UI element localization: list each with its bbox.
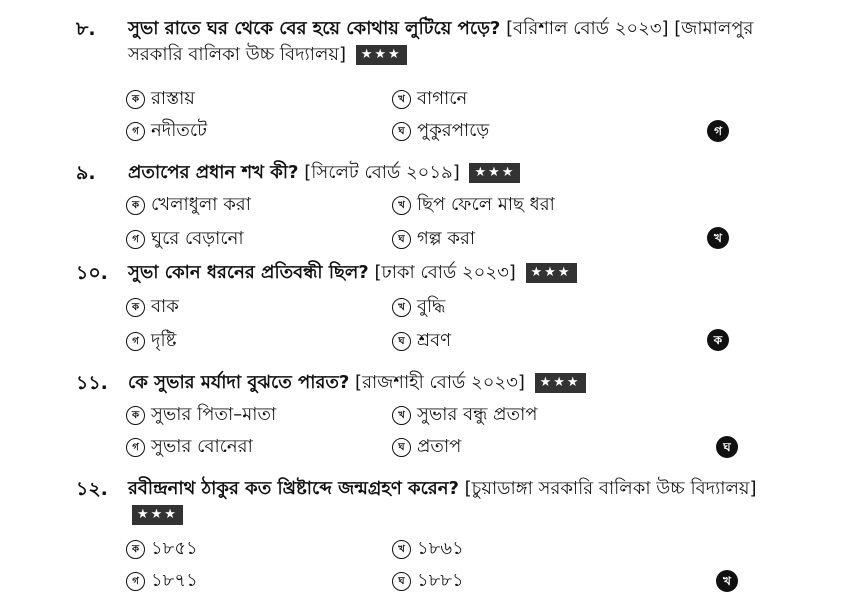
star-rating-badge: ★★★: [526, 263, 577, 283]
option-a: [126, 536, 198, 562]
option-text: ১৮৮১: [417, 570, 464, 591]
question-line: [128, 16, 807, 68]
question-text: কে সুভার মর্যাদা বুঝতে পারত?: [128, 372, 350, 393]
option-a: [126, 294, 179, 320]
question-number: ১২.: [76, 478, 108, 500]
question-number: ৯.: [76, 162, 96, 184]
option-b: [392, 86, 467, 112]
option-text: নদীতটে: [151, 120, 207, 141]
question-source: [চুয়াডাঙ্গা সরকারি বালিকা উচ্চ বিদ্যালয়]: [464, 478, 757, 499]
option-marker-icon: ক: [126, 90, 145, 109]
option-marker-icon: ক: [126, 298, 145, 317]
question-number: ১০.: [76, 262, 108, 284]
option-text: ১৮৭১: [151, 570, 198, 591]
option-marker-icon: ঘ: [392, 122, 411, 141]
option-text: বাগানে: [417, 88, 468, 109]
option-c: [126, 118, 207, 144]
option-marker-icon: গ: [126, 438, 145, 457]
star-rating-badge: ★★★: [132, 505, 183, 525]
question-line: [128, 370, 807, 396]
option-c: [126, 434, 253, 460]
option-b: [392, 294, 445, 320]
option-marker-icon: গ: [126, 230, 145, 249]
question-number: ১১.: [76, 372, 108, 394]
question-source: [বরিশাল বোর্ড ২০২৩] [জামালপুর সরকারি বালিকা উচ্চ বিদ্যালয়]: [128, 18, 754, 65]
question-line: [128, 260, 807, 286]
option-marker-icon: ঘ: [392, 438, 411, 457]
question-source: [রাজশাহী বোর্ড ২০২৩]: [355, 372, 525, 393]
option-marker-icon: ক: [126, 540, 145, 559]
option-marker-icon: ক: [126, 196, 145, 215]
option-b: [392, 536, 464, 562]
option-d: [392, 328, 451, 354]
option-text: ১৮৬১: [417, 538, 464, 559]
answer-badge: খ: [707, 227, 729, 249]
option-text: বাক: [151, 296, 179, 317]
option-marker-icon: ক: [126, 406, 145, 425]
star-rating-badge: ★★★: [356, 45, 407, 65]
question-text: সুভা রাতে ঘর থেকে বের হয়ে কোথায় লুটিয়ে পড়ে?: [128, 18, 501, 39]
question-text: প্রতাপের প্রধান শখ কী?: [128, 162, 299, 183]
option-b: [392, 402, 538, 428]
question-text: সুভা কোন ধরনের প্রতিবন্ধী ছিল?: [128, 262, 369, 283]
option-c: [126, 328, 176, 354]
question-line: [128, 160, 807, 186]
option-marker-icon: গ: [126, 572, 145, 591]
question-text: রবীন্দ্রনাথ ঠাকুর কত খ্রিষ্টাব্দে জন্মগ্রহণ করেন?: [128, 478, 459, 499]
option-text: পুকুরপাড়ে: [417, 120, 490, 141]
option-marker-icon: খ: [392, 298, 411, 317]
star-rating-badge: ★★★: [469, 163, 520, 183]
option-text: প্রতাপ: [417, 436, 462, 457]
option-marker-icon: গ: [126, 332, 145, 351]
option-text: সুভার পিতা–মাতা: [151, 404, 277, 425]
question-number: ৮.: [76, 18, 96, 40]
option-d: [392, 226, 475, 252]
option-marker-icon: খ: [392, 90, 411, 109]
question-line: [128, 476, 807, 528]
option-marker-icon: খ: [392, 406, 411, 425]
option-text: শ্রবণ: [417, 330, 451, 351]
option-text: রাস্তায়: [151, 88, 195, 109]
option-c: [126, 226, 244, 252]
option-a: [126, 192, 251, 218]
option-c: [126, 568, 198, 594]
option-marker-icon: খ: [392, 540, 411, 559]
answer-badge: খ: [716, 570, 738, 592]
answer-badge: ক: [707, 329, 729, 351]
option-text: সুভার বোনেরা: [151, 436, 253, 457]
question-source: [ঢাকা বোর্ড ২০২৩]: [374, 262, 516, 283]
option-text: ১৮৫১: [151, 538, 198, 559]
option-text: খেলাধুলা করা: [151, 194, 251, 215]
question-source: [সিলেট বোর্ড ২০১৯]: [304, 162, 460, 183]
option-text: ঘুরে বেড়ানো: [151, 228, 244, 249]
option-a: [126, 86, 195, 112]
option-d: [392, 434, 461, 460]
option-d: [392, 118, 489, 144]
option-marker-icon: ঘ: [392, 230, 411, 249]
option-marker-icon: ঘ: [392, 332, 411, 351]
option-marker-icon: খ: [392, 196, 411, 215]
answer-badge: গ: [707, 120, 729, 142]
option-text: বুদ্ধি: [417, 296, 446, 317]
option-marker-icon: গ: [126, 122, 145, 141]
option-text: ছিপ ফেলে মাছ ধরা: [417, 194, 555, 215]
option-text: সুভার বন্ধু প্রতাপ: [417, 404, 538, 425]
star-rating-badge: ★★★: [535, 373, 586, 393]
option-b: [392, 192, 555, 218]
answer-badge: ঘ: [716, 436, 738, 458]
option-d: [392, 568, 464, 594]
option-text: গল্প করা: [417, 228, 476, 249]
option-a: [126, 402, 276, 428]
option-marker-icon: ঘ: [392, 572, 411, 591]
option-text: দৃষ্টি: [151, 330, 177, 351]
